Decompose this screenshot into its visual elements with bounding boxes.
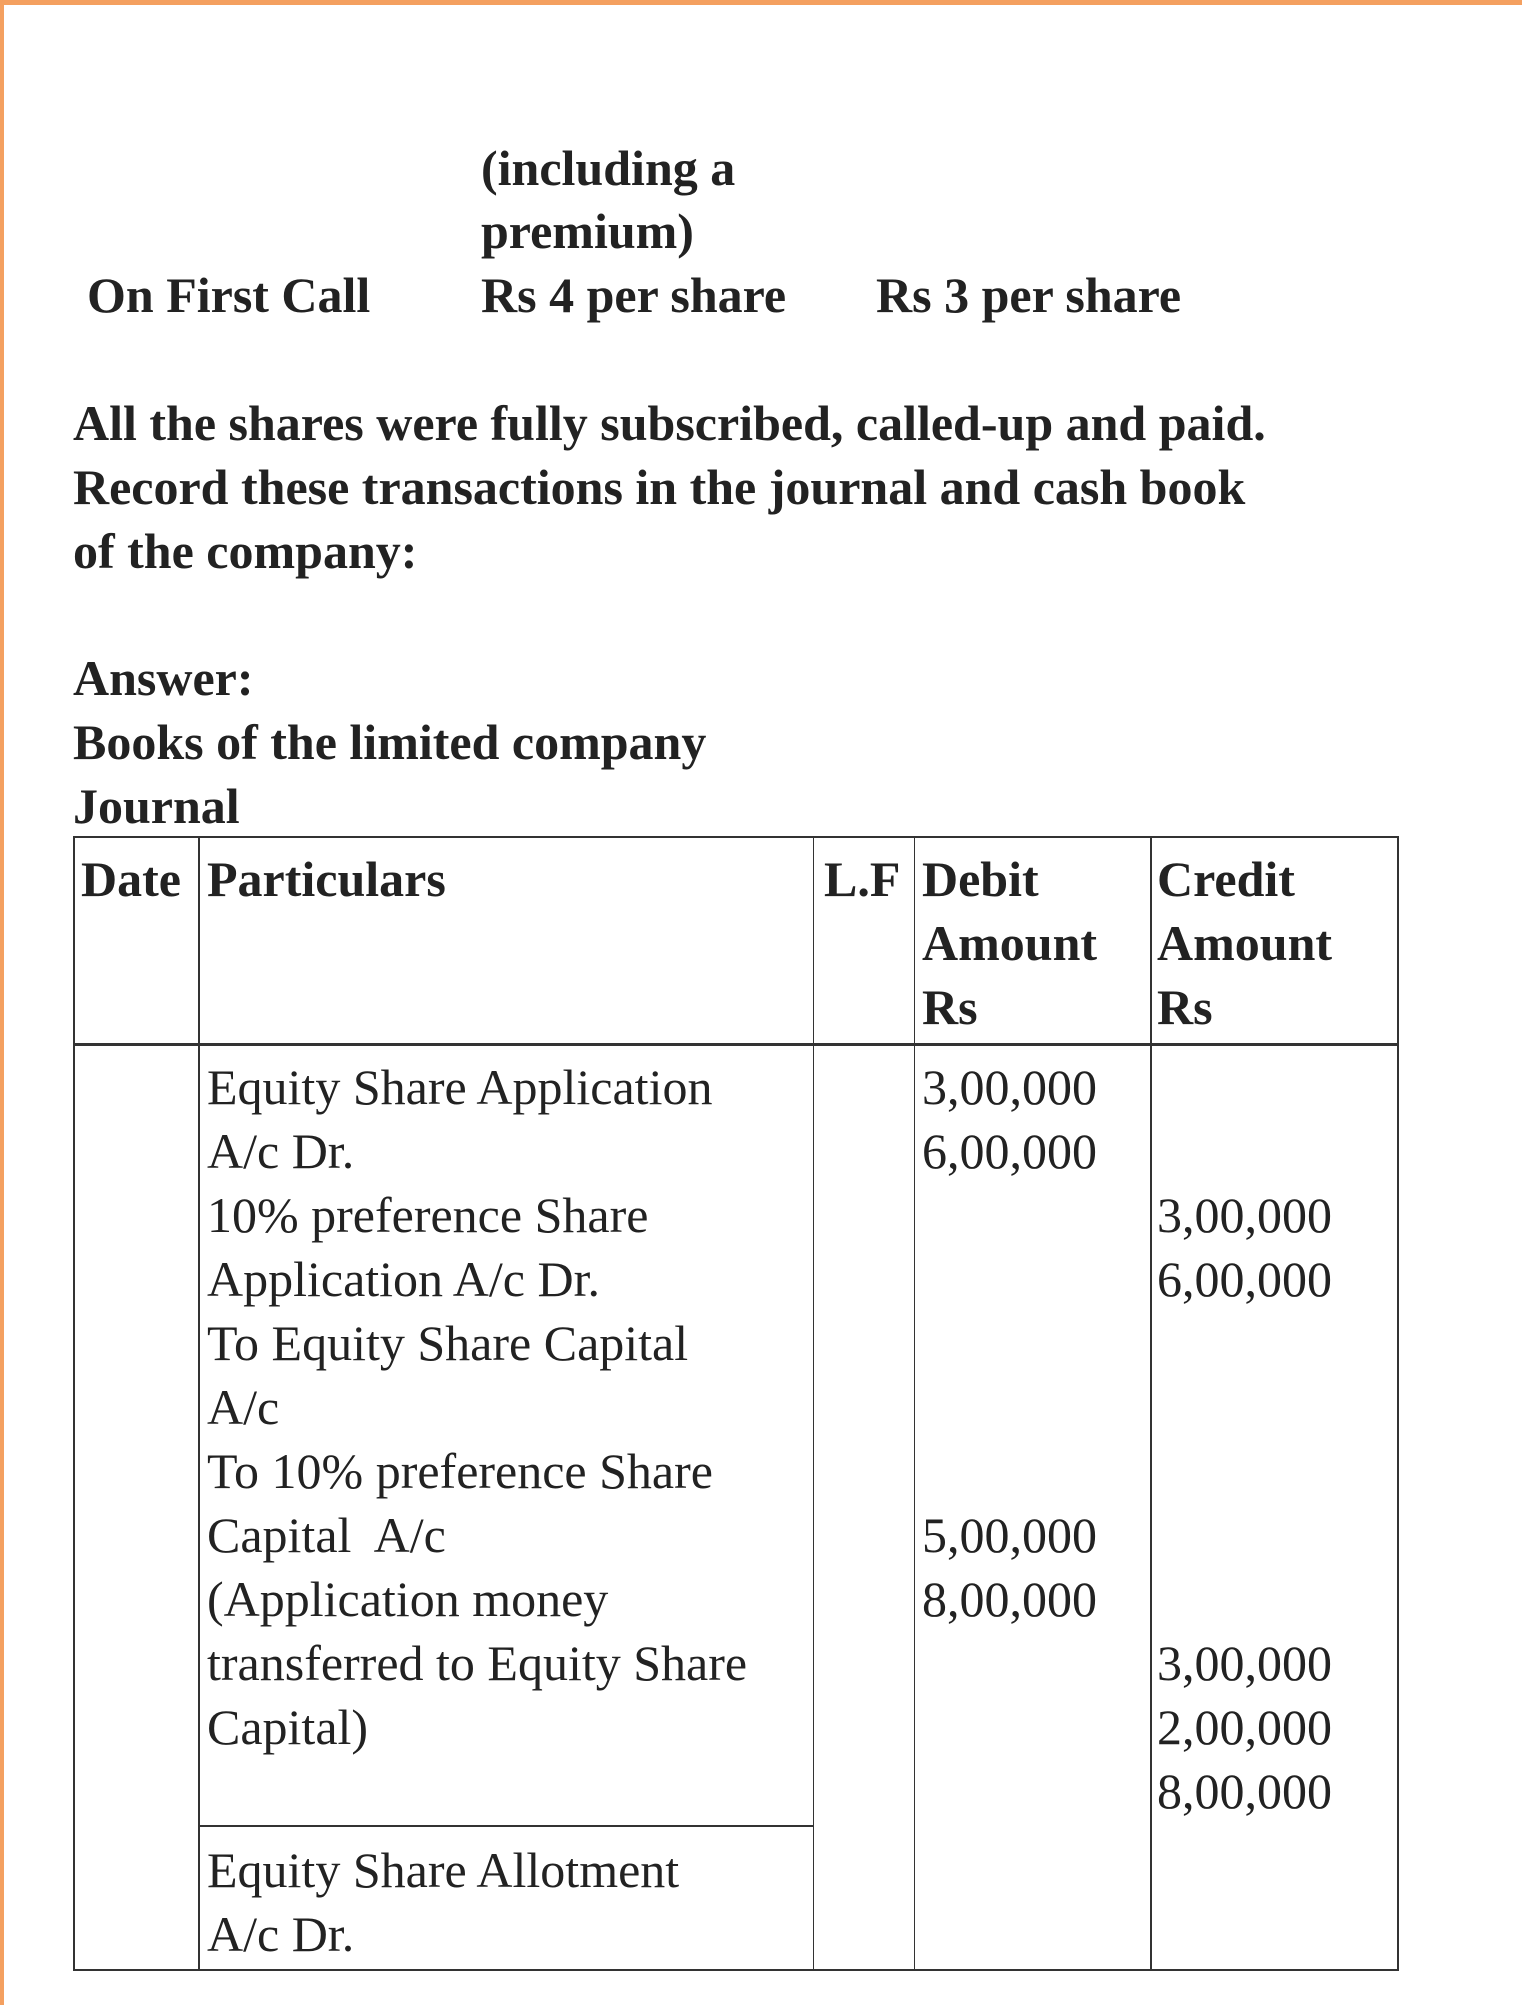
credit-amount: 6,00,000 [1157, 1251, 1332, 1307]
header-debit: Amount [922, 915, 1098, 971]
entry-divider [198, 1825, 813, 1827]
table-border-top [73, 836, 1399, 838]
table-border-bottom [73, 1969, 1399, 1971]
particulars-line: Equity Share Application [207, 1059, 713, 1115]
particulars-line: 10% preference Share [207, 1187, 649, 1243]
particulars-line: To 10% preference Share [207, 1443, 713, 1499]
first-call-preference: Rs 3 per share [876, 267, 1182, 323]
books-title: Books of the limited company [73, 714, 707, 770]
col-line [914, 836, 915, 1971]
particulars-line: To Equity Share Capital [207, 1315, 689, 1371]
premium-note-line2: premium) [481, 203, 694, 259]
header-date: Date [81, 851, 181, 907]
col-line [73, 836, 75, 1971]
particulars-line: A/c Dr. [207, 1123, 355, 1179]
header-debit: Debit [922, 851, 1039, 907]
col-line [813, 836, 814, 1971]
particulars-line: Application A/c Dr. [207, 1251, 600, 1307]
particulars-line: Equity Share Allotment [207, 1842, 680, 1898]
credit-amount: 2,00,000 [1157, 1699, 1332, 1755]
journal-title: Journal [73, 778, 240, 834]
particulars-line: Capital A/c [207, 1507, 446, 1563]
debit-amount: 3,00,000 [922, 1059, 1097, 1115]
particulars-line: transferred to Equity Share [207, 1635, 748, 1691]
answer-label: Answer: [73, 650, 254, 706]
debit-amount: 8,00,000 [922, 1571, 1097, 1627]
first-call-label: On First Call [87, 267, 371, 323]
particulars-line: (Application money [207, 1571, 609, 1627]
header-particulars: Particulars [207, 851, 446, 907]
credit-amount: 8,00,000 [1157, 1763, 1332, 1819]
premium-note-line1: (including a [481, 140, 736, 196]
header-credit: Credit [1157, 851, 1295, 907]
question-line: of the company: [73, 523, 418, 579]
credit-amount: 3,00,000 [1157, 1187, 1332, 1243]
header-lf: L.F [824, 851, 901, 907]
header-divider [73, 1043, 1399, 1046]
col-line [1150, 836, 1152, 1971]
credit-amount: 3,00,000 [1157, 1635, 1332, 1691]
debit-amount: 6,00,000 [922, 1123, 1097, 1179]
col-line [1397, 836, 1399, 1971]
header-credit: Rs [1157, 979, 1213, 1035]
col-line [198, 836, 200, 1971]
first-call-equity: Rs 4 per share [481, 267, 787, 323]
header-debit: Rs [922, 979, 978, 1035]
header-credit: Amount [1157, 915, 1333, 971]
particulars-line: A/c Dr. [207, 1906, 355, 1962]
particulars-line: Capital) [207, 1699, 369, 1755]
debit-amount: 5,00,000 [922, 1507, 1097, 1563]
particulars-line: A/c [207, 1379, 280, 1435]
question-line: All the shares were fully subscribed, called-up and paid. [73, 395, 1266, 451]
question-line: Record these transactions in the journal and cash book [73, 459, 1246, 515]
